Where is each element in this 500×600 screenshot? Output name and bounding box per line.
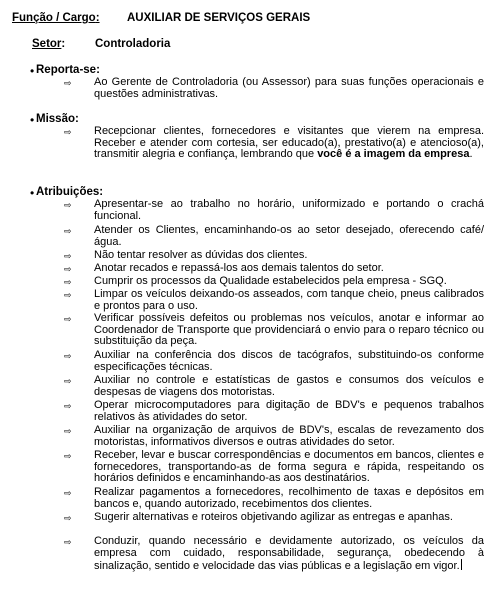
reporta-title: Reporta-se:: [36, 64, 100, 76]
setor-label-row: [32, 38, 65, 50]
arrow-right-icon: ⇨: [64, 513, 72, 523]
bullet-icon: •: [30, 113, 35, 127]
list-item: [64, 350, 484, 373]
list-item: [64, 289, 484, 312]
arrow-right-icon: ⇨: [64, 537, 72, 547]
arrow-right-icon: ⇨: [64, 451, 72, 461]
bullet-icon: •: [30, 186, 35, 200]
list-item-text: Auxiliar no controle e estatísticas de gastos e consumos dos veículos e despesas de viagens dos motoristas.: [94, 374, 484, 398]
funcao-label-row: [12, 12, 100, 24]
arrow-right-icon: ⇨: [64, 264, 72, 274]
list-item-text: Cumprir os processos da Qualidade estabelecidos pela empresa - SGQ.: [94, 275, 447, 287]
reporta-item-text: Ao Gerente de Controladoria (ou Assessor) para suas funções operacionais e questões administrativas.: [94, 76, 484, 100]
list-item: [64, 276, 484, 288]
list-item-text: Verificar possíveis defeitos ou problemas nos veículos, anotar e informar ao Coordenador de Transporte que providenciará o envio para o reparo técnico ou substituição da peça.: [94, 312, 484, 347]
setor-value: Controladoria: [95, 38, 171, 50]
list-item-text: Receber, levar e buscar correspondências e documentos em bancos, clientes e fornecedores, transportando-as de forma segura e rápida, respeitando os horários definidos e encaminhando-as aos destinatários.: [94, 449, 484, 484]
arrow-right-icon: ⇨: [64, 426, 72, 436]
arrow-right-icon: ⇨: [64, 277, 72, 287]
list-item: [64, 375, 484, 398]
arrow-right-icon: ⇨: [64, 226, 72, 236]
list-item-text: Não tentar resolver as dúvidas dos clientes.: [94, 249, 308, 261]
missao-item: [64, 126, 484, 161]
text-cursor: [461, 559, 462, 570]
arrow-right-icon: ⇨: [64, 200, 72, 210]
list-item: [64, 487, 484, 510]
list-item: [64, 400, 484, 423]
list-item: [64, 225, 484, 248]
list-item: [64, 425, 484, 448]
arrow-right-icon: ⇨: [64, 488, 72, 498]
missao-text-main: Recepcionar clientes, fornecedores e visitantes que vierem na empresa. Receber e atender com cortesia, ser educado(a), prestativo(a) e atencioso(a), transmitir alegria e confiança, lembrando que: [94, 125, 484, 160]
list-item: [64, 313, 484, 348]
list-item-text: [94, 536, 484, 573]
list-item: [64, 263, 484, 275]
list-item-text: Auxiliar na organização de arquivos de BDV's, escalas de revezamento dos motoristas, informativos diversos e outras atividades do setor.: [94, 424, 484, 448]
setor-colon: :: [61, 38, 66, 50]
arrow-right-icon: ⇨: [64, 127, 72, 137]
list-item-text-last: Conduzir, quando necessário e devidamente autorizado, os veículos da empresa com cuidado, responsabilidade, segurança, obedecendo à sinalização, sentido e velocidade das vias públicas e a legislação em vigor.: [94, 535, 484, 572]
missao-text-end: .: [469, 148, 473, 160]
arrow-right-icon: ⇨: [64, 78, 72, 88]
arrow-right-icon: ⇨: [64, 351, 72, 361]
list-item: [64, 536, 484, 573]
funcao-label: Função / Cargo: [12, 12, 96, 24]
arrow-right-icon: ⇨: [64, 401, 72, 411]
list-item-text: Apresentar-se ao trabalho no horário, uniformizado e portando o crachá funcional.: [94, 198, 484, 222]
list-item-text: Anotar recados e repassá-los aos demais talentos do setor.: [94, 262, 384, 274]
atribuicoes-title: Atribuições:: [36, 186, 104, 198]
list-item: [64, 450, 484, 485]
arrow-right-icon: ⇨: [64, 290, 72, 300]
list-item: [64, 199, 484, 222]
list-item-text: Realizar pagamentos a fornecedores, recolhimento de taxas e depósitos em bancos e, quando autorizado, recebimentos dos clientes.: [94, 486, 484, 510]
list-item-text: Auxiliar na conferência dos discos de tacógrafos, substituindo-os conforme especificações técnicas.: [94, 349, 484, 373]
missao-title: Missão:: [36, 113, 79, 125]
funcao-colon: :: [95, 12, 100, 24]
arrow-right-icon: ⇨: [64, 251, 72, 261]
list-item-text: Atender os Clientes, encaminhando-os ao setor desejado, oferecendo café/água.: [94, 224, 484, 248]
bullet-icon: •: [30, 64, 35, 78]
list-item-text: Sugerir alternativas e roteiros objetivando agilizar as entregas e apanhas.: [94, 511, 453, 523]
reporta-item: [64, 77, 484, 100]
setor-label: Setor: [32, 38, 62, 50]
arrow-right-icon: ⇨: [64, 314, 72, 324]
list-item-text: Operar microcomputadores para digitação de BDV's e pequenos trabalhos relativos às atividades do setor.: [94, 399, 484, 423]
missao-text: [94, 126, 484, 161]
list-item: [64, 512, 484, 524]
list-item: [64, 250, 484, 262]
funcao-value: AUXILIAR DE SERVIÇOS GERAIS: [127, 12, 311, 24]
missao-text-bold: você é a imagem da empresa: [317, 148, 470, 160]
arrow-right-icon: ⇨: [64, 376, 72, 386]
list-item-text: Limpar os veículos deixando-os asseados, com tanque cheio, pneus calibrados e prontos para o uso.: [94, 288, 484, 312]
